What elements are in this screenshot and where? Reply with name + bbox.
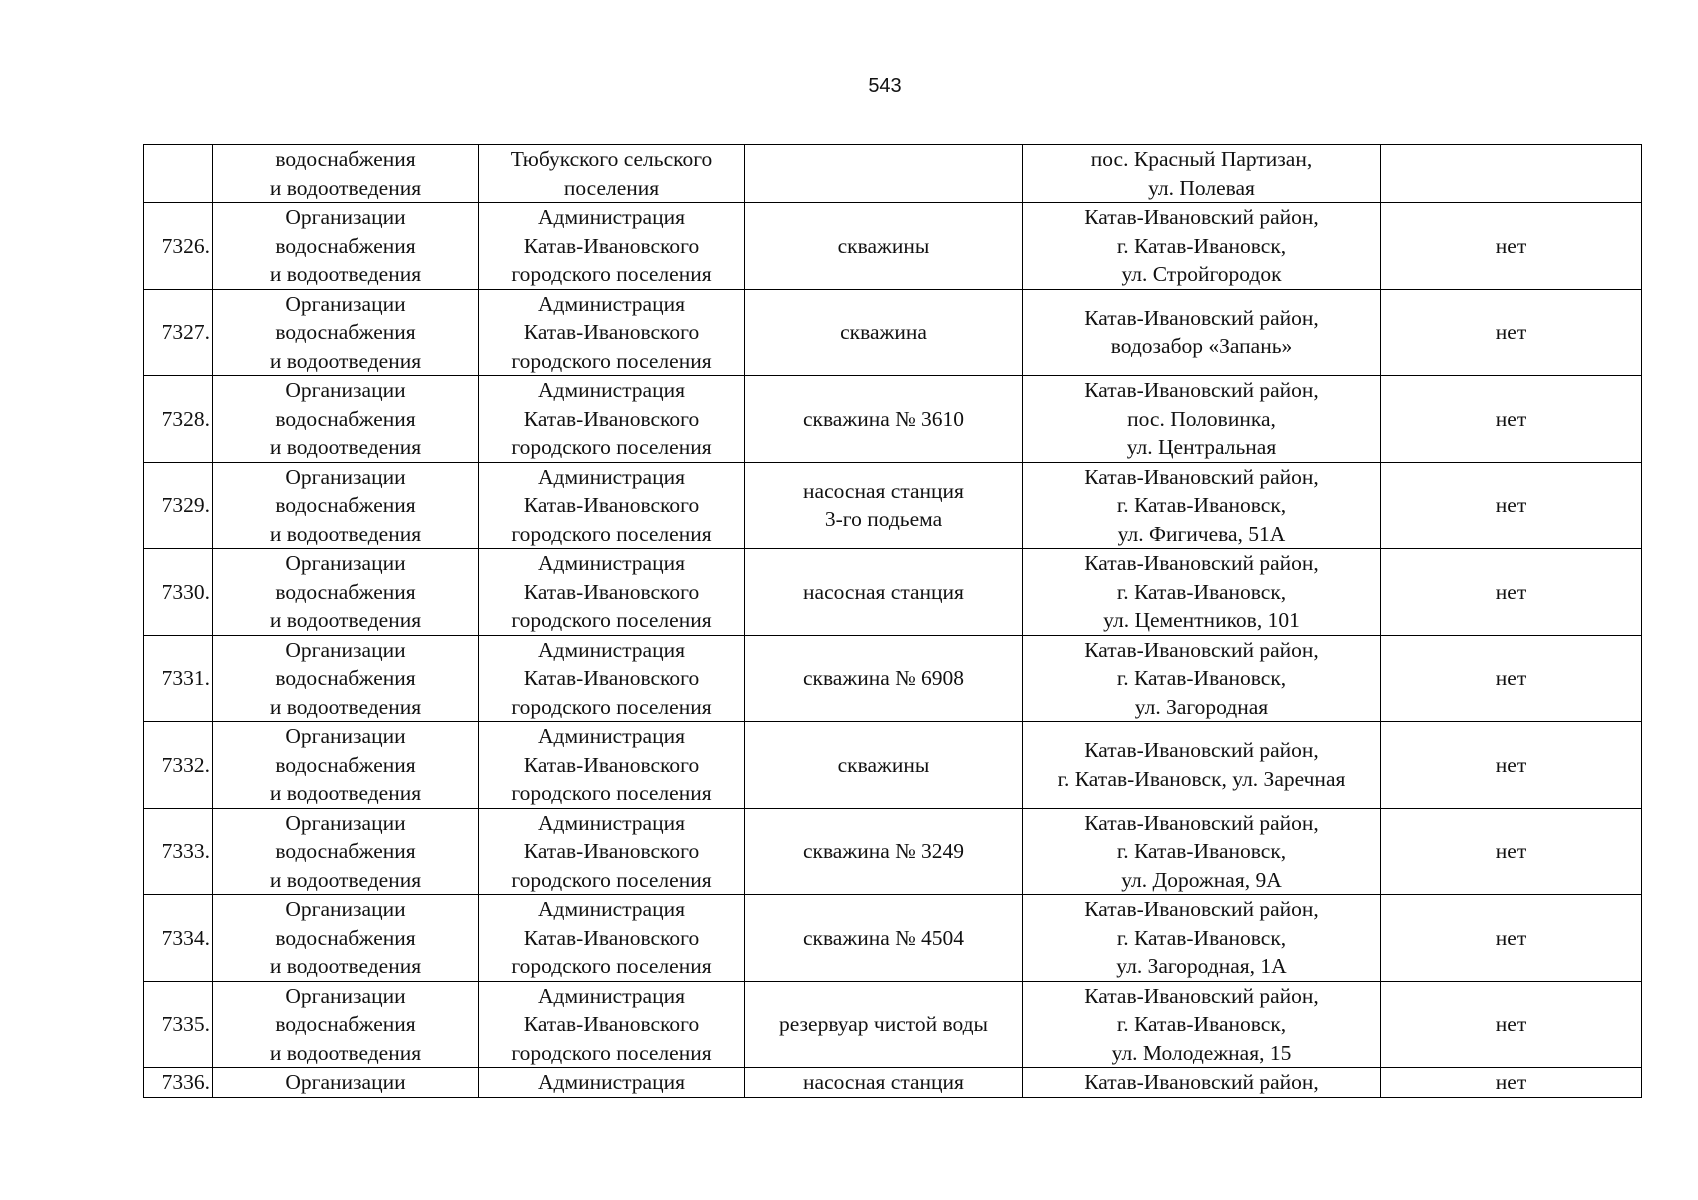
cell-object-line: насосная станция [803, 1070, 964, 1094]
cell-owner-line: Катав-Ивановского [523, 839, 700, 863]
cell-number: 7327. [144, 289, 213, 376]
cell-category [213, 722, 479, 809]
cell-owner [479, 549, 745, 636]
cell-address-line: Катав-Ивановский район, [1084, 810, 1319, 835]
cell-address-line: г. Катав-Ивановск, [1116, 839, 1287, 863]
cell-category [213, 635, 479, 722]
cell-number: 7335. [144, 981, 213, 1068]
table-row [144, 981, 1642, 1068]
cell-address [1023, 203, 1381, 290]
table-row [144, 895, 1642, 982]
table-row [144, 808, 1642, 895]
cell-address [1023, 145, 1381, 203]
cell-flag: нет [1381, 981, 1642, 1068]
cell-flag: нет [1381, 289, 1642, 376]
cell-category [213, 895, 479, 982]
cell-owner-line: Администрация [538, 291, 685, 316]
cell-owner-line: Тюбукского сельского [510, 147, 713, 171]
cell-object-line: насосная станция [803, 579, 964, 604]
cell-category [213, 1068, 479, 1098]
cell-category-line: водоснабжения [275, 839, 416, 863]
cell-address-line: г. Катав-Ивановск, [1116, 579, 1287, 604]
cell-object-line: скважины [837, 752, 930, 777]
cell-owner [479, 808, 745, 895]
cell-address-line: г. Катав-Ивановск, [1116, 493, 1287, 517]
cell-flag: нет [1381, 1068, 1642, 1098]
cell-address-line: ул. Фигичева, 51А [1117, 521, 1286, 546]
cell-address-line: Катав-Ивановский район, [1084, 897, 1319, 921]
cell-address-line: ул. Цементников, 101 [1103, 608, 1300, 632]
cell-address-line: Катав-Ивановский район, [1084, 205, 1319, 229]
cell-object [745, 376, 1023, 463]
table-row [144, 1068, 1642, 1098]
cell-owner-line: Администрация [538, 551, 685, 575]
cell-owner-line: поселения [563, 175, 660, 200]
cell-owner-line: городского поселения [511, 348, 712, 373]
cell-category-line: и водоотведения [269, 348, 422, 373]
cell-object [745, 635, 1023, 722]
cell-object-line: скважина № 3610 [802, 406, 965, 431]
cell-address-line: Катав-Ивановский район, [1084, 983, 1319, 1008]
cell-owner [479, 145, 745, 203]
cell-category-line: водоснабжения [275, 147, 416, 171]
cell-number: 7329. [144, 462, 213, 549]
cell-number: 7328. [144, 376, 213, 463]
cell-object-line: резервуар чистой воды [778, 1012, 989, 1036]
cell-object-line: скважина № 3249 [802, 839, 965, 863]
cell-owner-line: Администрация [538, 464, 685, 489]
cell-object-line: скважины [837, 233, 930, 258]
cell-owner [479, 981, 745, 1068]
cell-object [745, 808, 1023, 895]
cell-category-line: водоснабжения [275, 233, 416, 258]
cell-address-line: Катав-Ивановский район, [1084, 738, 1319, 763]
cell-owner-line: городского поселения [511, 694, 712, 719]
cell-owner-line: Катав-Ивановского [523, 233, 700, 258]
cell-category-line: водоснабжения [275, 579, 416, 604]
cell-owner-line: Администрация [538, 897, 685, 921]
cell-owner-line: Катав-Ивановского [523, 1012, 700, 1036]
cell-category [213, 203, 479, 290]
cell-address-line: г. Катав-Ивановск, [1116, 666, 1287, 690]
cell-flag: нет [1381, 376, 1642, 463]
cell-address-line: ул. Загородная, 1А [1116, 954, 1287, 978]
cell-address [1023, 635, 1381, 722]
cell-number: 7332. [144, 722, 213, 809]
cell-category-line: и водоотведения [269, 867, 422, 892]
cell-address-line: ул. Полевая [1148, 175, 1255, 200]
cell-number: 7330. [144, 549, 213, 636]
cell-object [745, 722, 1023, 809]
cell-address-line: ул. Молодежная, 15 [1111, 1040, 1292, 1065]
cell-category-line: водоснабжения [275, 320, 416, 344]
cell-owner [479, 376, 745, 463]
cell-category-line: и водоотведения [269, 175, 422, 200]
cell-address [1023, 808, 1381, 895]
cell-category-line: и водоотведения [269, 608, 422, 632]
cell-owner-line: Катав-Ивановского [523, 320, 700, 344]
cell-address-line: г. Катав-Ивановск, ул. Заречная [1057, 766, 1346, 791]
cell-address-line: ул. Дорожная, 9А [1121, 867, 1282, 892]
cell-number: 7334. [144, 895, 213, 982]
cell-owner-line: Администрация [538, 378, 685, 402]
cell-owner [479, 289, 745, 376]
cell-owner-line: Администрация [538, 205, 685, 229]
cell-owner [479, 895, 745, 982]
cell-owner-line: городского поселения [511, 1040, 712, 1065]
cell-flag: нет [1381, 635, 1642, 722]
cell-address-line: пос. Красный Партизан, [1090, 147, 1313, 171]
cell-flag: нет [1381, 895, 1642, 982]
cell-address-line: г. Катав-Ивановск, [1116, 1012, 1287, 1036]
cell-number: 7336. [144, 1068, 213, 1098]
cell-address-line: ул. Центральная [1126, 435, 1277, 459]
table-row [144, 462, 1642, 549]
cell-owner-line: Катав-Ивановского [523, 579, 700, 604]
cell-owner [479, 635, 745, 722]
cell-address-line: водозабор «Запань» [1110, 334, 1293, 359]
cell-category-line: и водоотведения [269, 954, 422, 978]
cell-number: 7331. [144, 635, 213, 722]
cell-address-line: Катав-Ивановский район, [1084, 378, 1319, 402]
cell-object-line: скважина № 6908 [802, 666, 965, 690]
cell-address-line: ул. Загородная [1134, 694, 1269, 719]
cell-category-line: Организации [285, 205, 406, 229]
cell-address-line: Катав-Ивановский район, [1084, 305, 1319, 330]
cell-object-line: насосная станция [803, 478, 964, 503]
cell-address [1023, 462, 1381, 549]
cell-category-line: и водоотведения [269, 521, 422, 546]
cell-owner-line: городского поселения [511, 262, 712, 286]
cell-object [745, 549, 1023, 636]
cell-address-line: пос. Половинка, [1127, 406, 1276, 431]
registry-table [143, 144, 1642, 1098]
cell-owner-line: Администрация [538, 1070, 685, 1094]
cell-owner-line: Катав-Ивановского [523, 752, 700, 777]
cell-category-line: водоснабжения [275, 406, 416, 431]
cell-owner-line: Администрация [538, 724, 685, 748]
cell-address [1023, 981, 1381, 1068]
cell-object-line: 3-го подьема [824, 507, 943, 532]
cell-address-line: Катав-Ивановский район, [1084, 1070, 1319, 1094]
cell-category-line: водоснабжения [275, 752, 416, 777]
cell-category [213, 981, 479, 1068]
cell-category-line: водоснабжения [275, 925, 416, 950]
cell-owner-line: Катав-Ивановского [523, 925, 700, 950]
cell-category-line: и водоотведения [269, 694, 422, 719]
cell-owner-line: Катав-Ивановского [523, 666, 700, 690]
table-row [144, 722, 1642, 809]
cell-category-line: водоснабжения [275, 493, 416, 517]
cell-owner [479, 462, 745, 549]
cell-category [213, 289, 479, 376]
cell-owner-line: городского поселения [511, 781, 712, 805]
cell-category-line: Организации [285, 464, 406, 489]
cell-object [745, 289, 1023, 376]
cell-address [1023, 722, 1381, 809]
cell-category-line: и водоотведения [269, 435, 422, 459]
cell-flag: нет [1381, 203, 1642, 290]
cell-owner-line: Администрация [538, 983, 685, 1008]
cell-owner [479, 203, 745, 290]
cell-address [1023, 1068, 1381, 1098]
cell-category-line: Организации [285, 810, 406, 835]
cell-category-line: Организации [285, 637, 406, 662]
cell-object [745, 462, 1023, 549]
cell-owner-line: городского поселения [511, 608, 712, 632]
cell-object [745, 981, 1023, 1068]
cell-category [213, 145, 479, 203]
cell-address-line: ул. Стройгородок [1121, 262, 1282, 286]
cell-category [213, 808, 479, 895]
cell-address-line: Катав-Ивановский район, [1084, 637, 1319, 662]
cell-owner-line: Катав-Ивановского [523, 406, 700, 431]
cell-flag: нет [1381, 549, 1642, 636]
cell-owner-line: Администрация [538, 810, 685, 835]
cell-address-line: г. Катав-Ивановск, [1116, 925, 1287, 950]
cell-number [144, 145, 213, 203]
cell-object [745, 145, 1023, 203]
cell-address-line: г. Катав-Ивановск, [1116, 233, 1287, 258]
cell-address-line: Катав-Ивановский район, [1084, 464, 1319, 489]
cell-category-line: водоснабжения [275, 666, 416, 690]
cell-flag: нет [1381, 722, 1642, 809]
cell-object [745, 203, 1023, 290]
page-number: 543 [868, 75, 902, 97]
cell-category-line: Организации [285, 724, 406, 748]
table-row [144, 145, 1642, 203]
cell-category-line: Организации [285, 551, 406, 575]
cell-address [1023, 289, 1381, 376]
cell-owner-line: городского поселения [511, 435, 712, 459]
table-row [144, 203, 1642, 290]
cell-category-line: Организации [285, 1070, 406, 1094]
cell-owner-line: городского поселения [511, 867, 712, 892]
table-row [144, 549, 1642, 636]
cell-owner-line: городского поселения [511, 954, 712, 978]
cell-owner-line: городского поселения [511, 521, 712, 546]
table-row [144, 635, 1642, 722]
cell-object [745, 1068, 1023, 1098]
table-row [144, 289, 1642, 376]
cell-flag: нет [1381, 808, 1642, 895]
cell-owner-line: Администрация [538, 637, 685, 662]
cell-category-line: и водоотведения [269, 262, 422, 286]
cell-category-line: и водоотведения [269, 781, 422, 805]
cell-category [213, 376, 479, 463]
cell-address [1023, 549, 1381, 636]
cell-category [213, 549, 479, 636]
registry-table-body [144, 145, 1642, 1098]
cell-flag: нет [1381, 462, 1642, 549]
cell-category-line: Организации [285, 983, 406, 1008]
cell-object-line: скважина № 4504 [802, 925, 965, 950]
cell-object [745, 895, 1023, 982]
cell-owner [479, 1068, 745, 1098]
cell-number: 7326. [144, 203, 213, 290]
cell-category [213, 462, 479, 549]
cell-category-line: Организации [285, 378, 406, 402]
cell-address [1023, 895, 1381, 982]
cell-category-line: и водоотведения [269, 1040, 422, 1065]
cell-category-line: водоснабжения [275, 1012, 416, 1036]
cell-category-line: Организации [285, 291, 406, 316]
cell-owner-line: Катав-Ивановского [523, 493, 700, 517]
cell-address [1023, 376, 1381, 463]
cell-flag [1381, 145, 1642, 203]
cell-owner [479, 722, 745, 809]
cell-address-line: Катав-Ивановский район, [1084, 551, 1319, 575]
cell-object-line: скважина [840, 320, 927, 344]
table-row [144, 376, 1642, 463]
cell-category-line: Организации [285, 897, 406, 921]
cell-number: 7333. [144, 808, 213, 895]
